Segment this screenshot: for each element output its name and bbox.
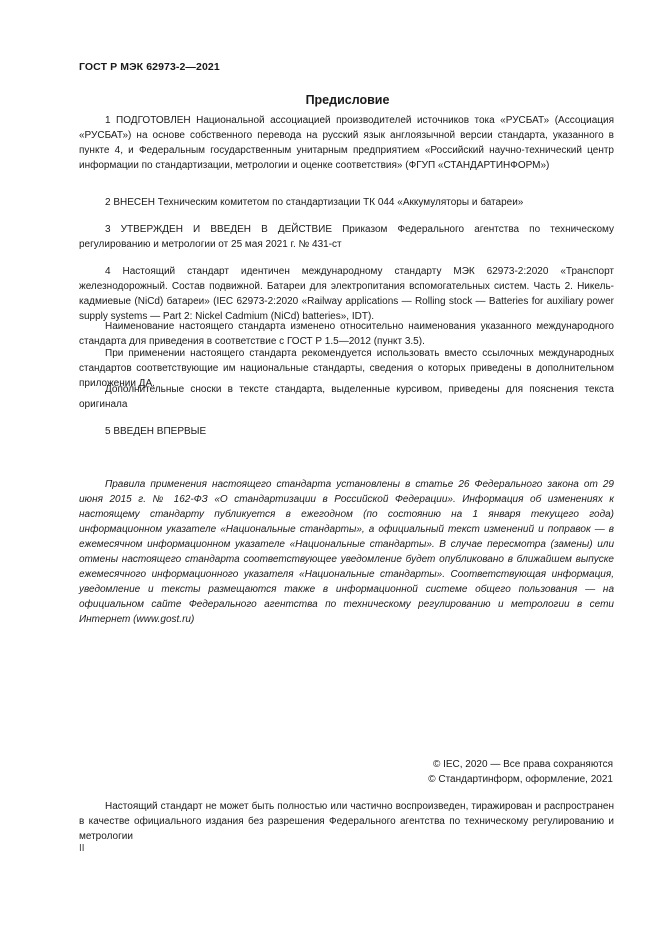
standard-code-header: ГОСТ Р МЭК 62973-2—2021: [79, 61, 220, 73]
foreword-item-4-name-change: Наименование настоящего стандарта изменено относительно наименования указанного международного стандарта для приведения в соответствие с ГОСТ Р 1.5—2012 (пункт 3.5).: [79, 321, 614, 347]
foreword-item-5: 5 ВВЕДЕН ВПЕРВЫЕ: [105, 426, 207, 437]
copyright-iec: © IEC, 2020 — Все права сохраняются: [432, 759, 613, 770]
foreword-item-1: 1 ПОДГОТОВЛЕН Национальной ассоциацией производителей источников тока «РУСБАТ» (Ассоциация «РУСБАТ») на основе собственного перевода на русский язык англоязычной версии стандарта, указанного в пункте 4, и Федеральным государственным унитарным предприятием «Российский научно-технический центр информации по стандартизации, метрологии и оценке соответствия» (ФГУП «СТАНДАРТИНФОРМ»): [79, 115, 614, 171]
foreword-item-3: 3 УТВЕРЖДЕН И ВВЕДЕН В ДЕЙСТВИЕ Приказом Федерального агентства по техническому регулированию и метрологии от 25 мая 2021 г. № 431-ст: [79, 224, 614, 250]
foreword-item-4-references: При применении настоящего стандарта рекомендуется использовать вместо ссылочных международных стандартов соответствующие им национальные стандарты, сведения о которых приведены в дополнительном приложении ДА.: [79, 348, 614, 389]
copyright-standartinform: © Стандартинформ, оформление, 2021: [428, 774, 613, 785]
reproduction-notice: Настоящий стандарт не может быть полностью или частично воспроизведен, тиражирован и распространен в качестве официального издания без разрешения Федерального агентства по техническому регулированию и метрологии: [79, 801, 614, 842]
foreword-title: Предисловие: [305, 93, 390, 107]
foreword-item-4: 4 Настоящий стандарт идентичен международному стандарту МЭК 62973-2:2020 «Транспорт железнодорожный. Состав подвижной. Батареи для электропитания вспомогательных систем. Часть 2. Никель-кадмиевые (NiCd) батареи» (IEC 62973-2:2020 «Railway applications — Rolling stock — Batteries for auxiliary power supply systems — Part 2: Nickel Cadmium (NiCd) batteries», IDT).: [79, 266, 614, 322]
page-number: II: [79, 843, 85, 854]
rules-of-application-note: Правила применения настоящего стандарта установлены в статье 26 Федерального закона от 29 июня 2015 г. № 162-ФЗ «О стандартизации в Российской Федерации». Информация об изменениях к настоящему стандарту публикуется в ежегодном (по состоянию на 1 января текущего года) информационном указателе «Национальные стандарты», а официальный текст изменений и поправок — в ежемесячном информационном указателе «Национальные стандарты». В случае пересмотра (замены) или отмены настоящего стандарта соответствующее уведомление будет опубликовано в ближайшем выпуске ежемесячного информационного указателя «Национальные стандарты». Соответствующая информация, уведомление и тексты размещаются также в информационной системе общего пользования — на официальном сайте Федерального агентства по техническому регулированию и метрологии в сети Интернет (www.gost.ru): [79, 479, 614, 625]
copyright-block: [428, 757, 613, 787]
foreword-item-4-footnotes: Дополнительные сноски в тексте стандарта, выделенные курсивом, приведены для пояснения текста оригинала: [79, 384, 614, 410]
foreword-item-2: 2 ВНЕСЕН Техническим комитетом по стандартизации ТК 044 «Аккумуляторы и батареи»: [105, 197, 524, 208]
